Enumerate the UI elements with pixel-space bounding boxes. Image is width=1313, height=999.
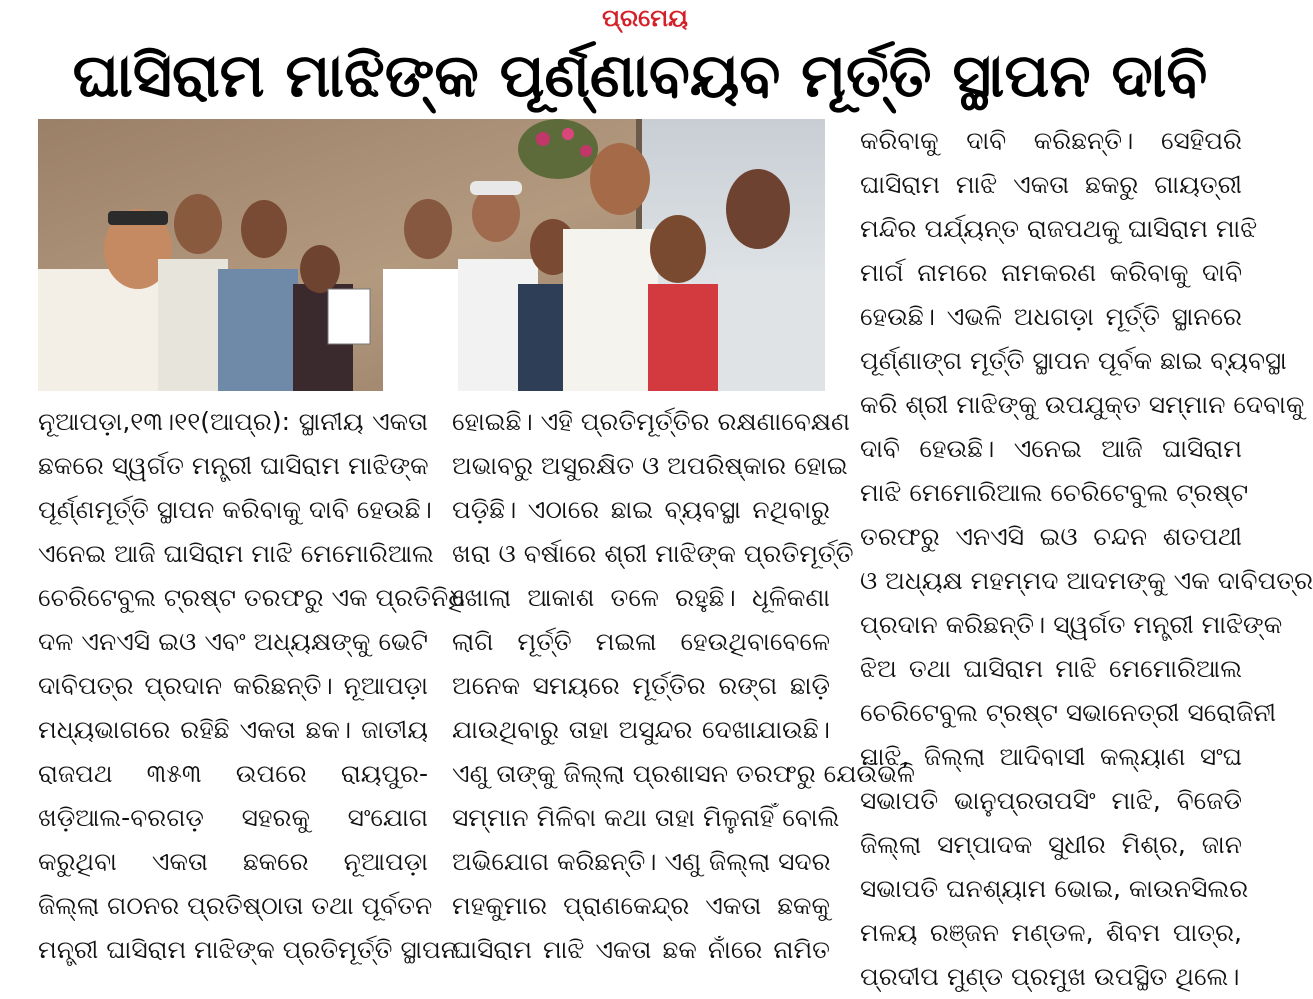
article-text-line: ମାଝି, ଜିଲ୍ଲା ଆଦିବାସୀ କଲ୍ୟାଣ ସଂଘ bbox=[860, 742, 1242, 771]
article-column-left bbox=[38, 400, 466, 964]
article-text-line: ଅନେକ ସମୟରେ ମୂର୍ତ୍ତିର ରଙ୍ଗ ଛାଡ଼ି bbox=[452, 671, 830, 700]
article-text-line: ପୂର୍ଣ୍ଣମୂର୍ତ୍ତି ସ୍ଥାପନ କରିବାକୁ ଦାବି ହେଉଛି। bbox=[38, 495, 432, 524]
article-text-line: ସମ୍ମାନ ମିଳିବା କଥା ତାହା ମିଳୁନାହିଁ ବୋଲି bbox=[452, 803, 840, 832]
article-text-line: ନୂଆପଡ଼ା,୧୩।୧୧(ଆପ୍ର): ସ୍ଥାନୀୟ ଏକତା bbox=[38, 407, 428, 436]
article-text-line: ଖରା ଓ ବର୍ଷାରେ ଶ୍ରୀ ମାଝିଙ୍କ ପ୍ରତିମୂର୍ତ୍ତି bbox=[452, 539, 854, 568]
article-text-line: ଖଡ଼ିଆଲ-ବରଗଡ଼ ସହରକୁ ସଂଯୋଗ bbox=[38, 803, 428, 832]
article-text-line: ଦାବି ହେଉଛି। ଏନେଇ ଆଜି ଘାସିରାମ bbox=[860, 434, 1242, 463]
article-text-line: ହୋଇଛି। ଏହି ପ୍ରତିମୂର୍ତ୍ତିର ରକ୍ଷଣାବେକ୍ଷଣ bbox=[452, 407, 850, 436]
article-text-line: ଜିଲ୍ଲା ଗଠନର ପ୍ରତିଷ୍ଠାତା ତଥା ପୂର୍ବତନ bbox=[38, 891, 433, 920]
article-text-line: ଲାଗି ମୂର୍ତ୍ତି ମଇଳା ହେଉଥିବାବେଳେ bbox=[452, 627, 830, 656]
article-text-line: ମାର୍ଗ ନାମରେ ନାମକରଣ କରିବାକୁ ଦାବି bbox=[860, 258, 1242, 287]
article-text-line: ଅଭାବରୁ ଅସୁରକ୍ଷିତ ଓ ଅପରିଷ୍କାର ହୋଇ bbox=[452, 451, 848, 480]
article-text-line: ଏଣୁ ତାଙ୍କୁ ଜିଲ୍ଲା ପ୍ରଶାସନ ତରଫରୁ ଯେଉଁଭଳି bbox=[452, 759, 915, 788]
article-text-line: ମନ୍ତ୍ରୀ ଘାସିରାମ ମାଝିଙ୍କ ପ୍ରତିମୂର୍ତ୍ତି ସ୍ଥାପନ bbox=[38, 935, 458, 964]
article-text-line: ମଧ୍ୟଭାଗରେ ରହିଛି ଏକତା ଛକ। ଜାତୀୟ bbox=[38, 715, 428, 744]
article-photo bbox=[38, 119, 825, 391]
article-text-line: ଖୋଲା ଆକାଶ ତଳେ ରହୁଛି। ଧୂଳିକଣା bbox=[452, 583, 830, 612]
article-text-line: କରି ଶ୍ରୀ ମାଝିଙ୍କୁ ଉପଯୁକ୍ତ ସମ୍ମାନ ଦେବାକୁ bbox=[860, 390, 1305, 419]
article-text-line: ହେଉଛି। ଏଭଳି ଅଧଗଡ଼ା ମୂର୍ତ୍ତି ସ୍ଥାନରେ bbox=[860, 302, 1242, 331]
article-text-line: ଛକରେ ସ୍ୱର୍ଗତ ମନ୍ତ୍ରୀ ଘାସିରାମ ମାଝିଙ୍କ bbox=[38, 451, 429, 480]
article-column-middle bbox=[452, 400, 915, 964]
article-text-line: ପୂର୍ଣ୍ଣାଙ୍ଗ ମୂର୍ତ୍ତି ସ୍ଥାପନ ପୂର୍ବକ ଛାଇ ବ୍ୟବସ୍ଥା bbox=[860, 346, 1287, 375]
article-text-line: ଘାସିରାମ ମାଝି ଏକତା ଛକ ନାଁରେ ନାମିତ bbox=[452, 935, 830, 964]
article-text-line: ଜିଲ୍ଲା ସମ୍ପାଦକ ସୁଧୀର ମିଶ୍ର, ଜାନ bbox=[860, 830, 1242, 859]
article-text-line: ତରଫରୁ ଏନଏସି ଇଓ ଚନ୍ଦନ ଶତପଥୀ bbox=[860, 522, 1242, 551]
article-text-line: ଘାସିରାମ ମାଝି ଏକତା ଛକରୁ ଗାୟତ୍ରୀ bbox=[860, 170, 1242, 199]
article-text-line: କରିବାକୁ ଦାବି କରିଛନ୍ତି। ସେହିପରି bbox=[860, 126, 1242, 155]
group-photo-icon bbox=[38, 119, 825, 391]
article-text-line: ରାଜପଥ ୩୫୩ ଉପରେ ରାୟପୁର- bbox=[38, 759, 428, 788]
article-text-line: ଝିଅ ତଥା ଘାସିରାମ ମାଝି ମେମୋରିଆଲ bbox=[860, 654, 1242, 683]
article-text-line: ସଭାପତି ଭାନୁପ୍ରତାପସିଂ ମାଝି, ବିଜେଡି bbox=[860, 786, 1242, 815]
article-text-line: ପ୍ରଦୀପ ମୁଣ୍ଡ ପ୍ରମୁଖ ଉପସ୍ଥିତ ଥିଲେ। bbox=[860, 962, 1240, 991]
article-text-line: କରୁଥିବା ଏକତା ଛକରେ ନୂଆପଡ଼ା bbox=[38, 847, 428, 876]
article-text-line: ମାଝି ମେମୋରିଆଲ ଚେରିଟେବୁଲ ଟ୍ରଷ୍ଟ bbox=[860, 478, 1249, 507]
article-text-line: ଦଳ ଏନଏସି ଇଓ ଏବଂ ଅଧ୍ୟକ୍ଷଙ୍କୁ ଭେଟି bbox=[38, 627, 428, 656]
article-text-line: ମନ୍ଦିର ପର୍ଯ୍ୟନ୍ତ ରାଜପଥକୁ ଘାସିରାମ ମାଝି bbox=[860, 214, 1258, 243]
article-text-line: ମଳୟ ରଞ୍ଜନ ମଣ୍ଡଳ, ଶିବମ ପାତ୍ର, bbox=[860, 918, 1242, 947]
article-text-line: ପଡ଼ିଛି। ଏଠାରେ ଛାଇ ବ୍ୟବସ୍ଥା ନଥିବାରୁ bbox=[452, 495, 830, 524]
article-headline: ଘାସିରାମ ମାଝିଙ୍କ ପୂର୍ଣ୍ଣାବୟବ ମୂର୍ତ୍ତି ସ୍ଥାପନ ଦାବି bbox=[72, 41, 1208, 111]
article-text-line: ପ୍ରଦାନ କରିଛନ୍ତି। ସ୍ୱର୍ଗତ ମନ୍ତ୍ରୀ ମାଝିଙ୍କ bbox=[860, 610, 1283, 639]
article-text-line: ଯାଉଥିବାରୁ ତାହା ଅସୁନ୍ଦର ଦେଖାଯାଉଛି। bbox=[452, 715, 830, 744]
article-text-line: ଏନେଇ ଆଜି ଘାସିରାମ ମାଝି ମେମୋରିଆଲ bbox=[38, 539, 434, 568]
article-text-line: ଓ ଅଧ୍ୟକ୍ଷ ମହମ୍ମଦ ଆଦମଙ୍କୁ ଏକ ଦାବିପତ୍ର bbox=[860, 566, 1313, 595]
article-column-right bbox=[860, 119, 1313, 991]
article-text-line: ମହକୁମାର ପ୍ରାଣକେନ୍ଦ୍ର ଏକତା ଛକକୁ bbox=[452, 891, 830, 920]
article-text-line: ଅଭିଯୋଗ କରିଛନ୍ତି। ଏଣୁ ଜିଲ୍ଲା ସଦର bbox=[452, 847, 831, 876]
article-text-line: ଦାବିପତ୍ର ପ୍ରଦାନ କରିଛନ୍ତି। ନୂଆପଡ଼ା bbox=[38, 671, 428, 700]
article-text-line: ଚେରିଟେବୁଲ ଟ୍ରଷ୍ଟ ସଭାନେତ୍ରୀ ସରୋଜିନୀ bbox=[860, 698, 1277, 727]
article-text-line: ଚେରିଟେବୁଲ ଟ୍ରଷ୍ଟ ତରଫରୁ ଏକ ପ୍ରତିନିଧି bbox=[38, 583, 466, 612]
article-kicker: ପ୍ରମେୟ bbox=[602, 4, 688, 32]
article-text-line: ସଭାପତି ଘନଶ୍ୟାମ ଭୋଇ, କାଉନସିଲର bbox=[860, 874, 1249, 903]
